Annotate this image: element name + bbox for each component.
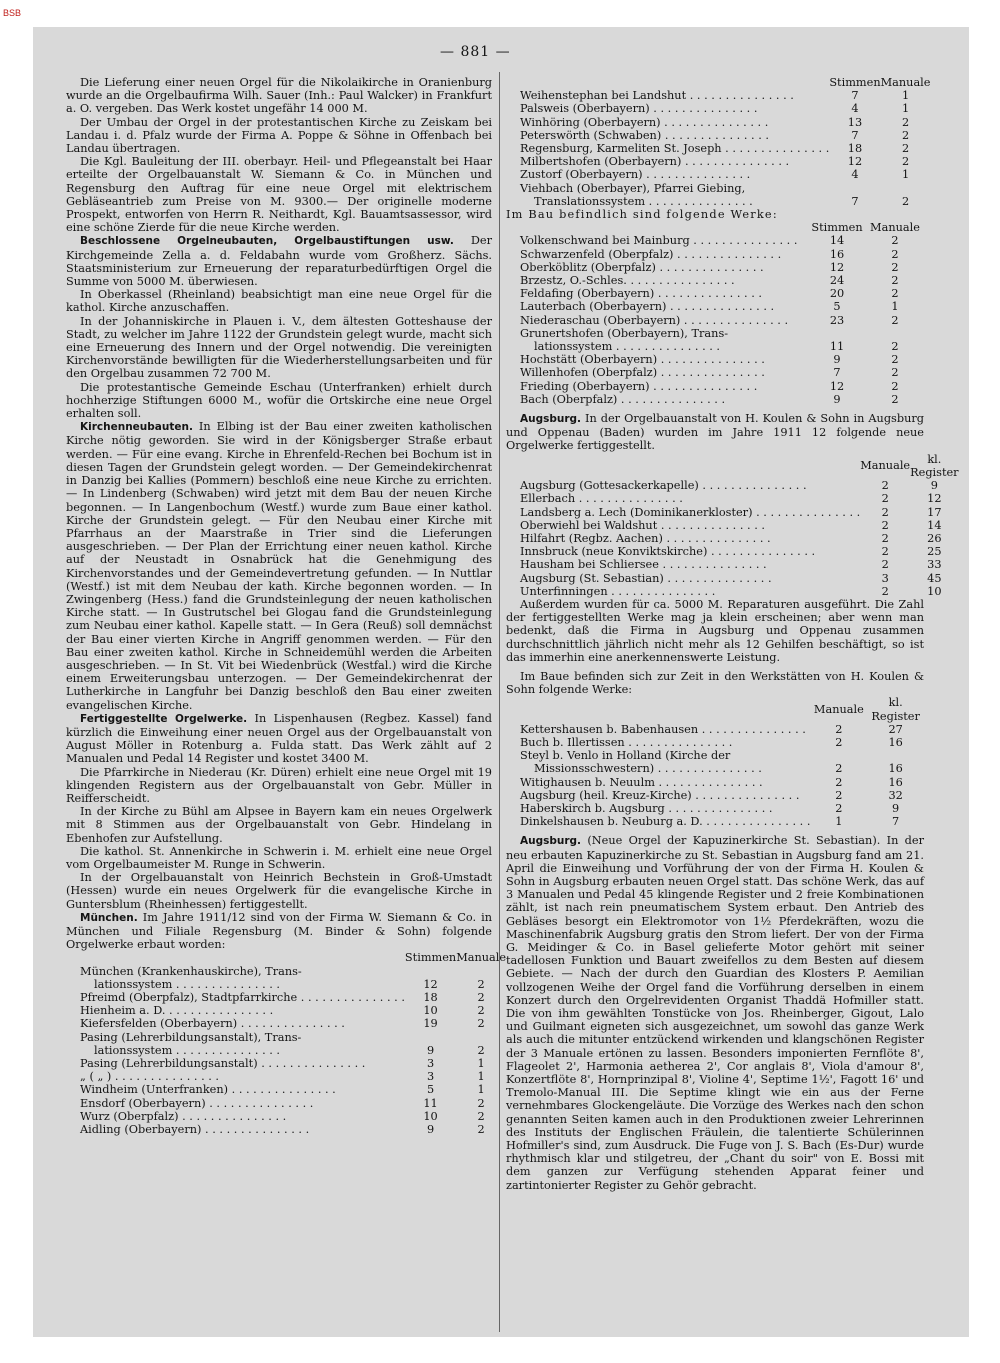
value-col-2: 2 (891, 287, 899, 301)
column-header: Manuale (870, 221, 920, 235)
section-heading: Kirchenneubauten. (80, 421, 193, 434)
value-col-2: 2 (891, 247, 899, 261)
value-col-1: 2 (835, 775, 843, 789)
value-col-2: 2 (901, 155, 910, 169)
table-row (506, 261, 924, 274)
value-col-2: 25 (927, 545, 942, 559)
value-col-1 (808, 327, 866, 340)
organ-location: Pasing (Lehrerbildungsanstalt), Trans- (80, 1030, 302, 1044)
value-col-2: 10 (927, 584, 942, 598)
table-row (506, 287, 924, 300)
value-col-2: 16 (888, 775, 903, 789)
organ-table-im-bau (506, 221, 924, 406)
table-row (66, 991, 506, 1004)
organ-table-koulen-im-bau (506, 696, 924, 828)
column-header: Stimmen (404, 951, 457, 965)
value-col-1 (405, 1031, 456, 1044)
table-row (66, 965, 506, 978)
column-header: Manuale (456, 951, 507, 965)
organ-location: Peterswörth (Schwaben) . . . (506, 129, 829, 142)
table-row (506, 248, 924, 261)
table-row (506, 393, 924, 406)
paragraph-eschau: Die protestantische Gemeinde Eschau (Unterfranken) erhielt durch hochherzige Stiftungen 6000 M., wofür die Ortskirche eine neue Orgel erhalten soll. (66, 380, 492, 421)
organ-location: Ensdorf (Oberbayern) . . . (66, 1097, 405, 1110)
value-col-2: 9 (930, 479, 938, 493)
organ-location: Regensburg, Karmeliten St. Joseph . . . (506, 142, 829, 155)
table-header (506, 221, 924, 234)
value-col-2: 17 (927, 505, 942, 519)
organ-location: Buch b. Illertissen . . . (506, 736, 810, 749)
value-col-1: 12 (847, 155, 863, 169)
table-row (506, 492, 959, 505)
value-col-2 (867, 749, 924, 762)
organ-location: Augsburg (St. Sebastian) . . . (506, 572, 860, 585)
value-col-2 (456, 965, 506, 978)
table-row (506, 736, 924, 749)
table-row (66, 1123, 506, 1136)
table-row (66, 1070, 506, 1083)
paragraph-schwerin: Die kathol. St. Annenkirche in Schwerin i. M. erhielt eine neue Orgel vom Orgelbaumeister M. Runge in Schwerin. (66, 844, 492, 871)
paragraph-plauen: In der Johanniskirche in Plauen i. V., dem ältesten Gotteshause der Stadt, zu welcher im Jahre 1122 der Grundstein gelegt wurde, macht sich eine Erneuerung des Innern und der Orgel notwendig. Die vereinigten Kirchenvorstände bewilligten für die Wiederherstellungsarbeiten und für den Orgelbau zusammen 72 700 M. (66, 314, 492, 381)
value-col-1: 10 (423, 1109, 438, 1123)
value-col-1: 2 (881, 479, 889, 493)
paragraph-zeiskam: Der Umbau der Orgel in der protestantischen Kirche zu Zeiskam bei Landau i. d. Pfalz wurde der Firma A. Poppe & Söhne in Offenbach bei Landau übertragen. (66, 115, 492, 156)
value-col-1: 18 (847, 142, 863, 156)
organ-location: Ellerbach . . . (506, 492, 860, 505)
value-col-1: 2 (881, 518, 889, 532)
value-col-1: 3 (881, 571, 889, 585)
value-col-1: 11 (829, 340, 845, 354)
value-col-1: 13 (847, 115, 863, 129)
value-col-2: 2 (891, 366, 899, 380)
value-col-1 (810, 749, 867, 762)
organ-location: Missionsschwestern) . . . (506, 762, 810, 775)
table-row (506, 89, 930, 102)
value-col-2: 1 (477, 1083, 485, 1097)
value-col-2: 2 (891, 274, 899, 288)
organ-location: Frieding (Oberbayern) . . . (506, 380, 808, 393)
value-col-2 (866, 327, 924, 340)
value-col-2: 32 (888, 788, 903, 802)
table-row (506, 802, 924, 815)
organ-location: „ ( „ ) . . . (66, 1070, 405, 1083)
table-row (506, 327, 924, 340)
table-header (506, 453, 959, 479)
value-col-2 (881, 182, 931, 195)
column-header: kl. Register (871, 696, 920, 723)
section-heading: Beschlossene Orgelneubauten, Orgelbaustiftungen usw. (80, 235, 454, 248)
paragraph-haar: Die Kgl. Bauleitung der III. oberbayr. Heil- und Pflegeanstalt bei Haar erteilte der Orgelbauanstalt W. Siemann & Co. in München und Regensburg den Auftrag für eine neue Orgel mit elektrischem Gebläseantrieb zum Preise von M. 9300.— Der originelle moderne Prospekt, entworfen von Herrn R. Neithardt, Kgl. Bauamtsassessor, wird eine schöne Zierde für die neue Kirche werden. (66, 155, 492, 235)
organ-location: Weihenstephan bei Landshut . . . (506, 89, 829, 102)
section-heading: Fertiggestellte Orgelwerke. (80, 712, 248, 725)
table-row (506, 116, 930, 129)
value-col-2: 2 (891, 353, 899, 367)
organ-location: Grunertshofen (Oberbayern), Trans- (520, 326, 729, 340)
table-row (506, 340, 924, 353)
section-heading: Augsburg. (520, 835, 582, 848)
im-bau-intro: Im Bau befindlich sind folgende Werke: (506, 208, 778, 222)
organ-location: Hienheim a. D. . . . (66, 1004, 405, 1017)
table-row (66, 1031, 506, 1044)
table-row (66, 1110, 506, 1123)
column-header: Manuale (813, 702, 864, 716)
organ-location: Milbertshofen (Oberbayern) . . . (506, 155, 829, 168)
organ-location: Witighausen b. Neuulm . . . (506, 776, 810, 789)
value-col-2: 2 (477, 1004, 485, 1018)
value-col-2: 2 (477, 1123, 485, 1137)
section-heading: München. (80, 911, 138, 924)
value-col-1: 9 (833, 353, 841, 367)
paragraph-text: In Elbing ist der Bau einer zweiten katholischen Kirche nötig geworden. Sie wird in der Königsberger Straße erbaut werden. — Für eine evang. Kirche in Ehrenfeld-Rechen bei Bochum ist in diesen Tagen der Grundstein gelegt worden. — Der Gemeindekirchenrat in Danzig bei Kallies (Pommern) beschloß eine neue Kirche zu errichten. — In Lindenberg (Schwaben) wird jetzt mit dem Bau der neuen Kirche begonnen. — In Langenbochum (Westf.) wurde zum Baue einer kathol. Kirche der Grundstein gelegt. — Für den Neubau einer Kirche mit Pfarrhaus an der Maarstraße in Trier sind die Lieferungen ausgeschrieben. — Der Plan der Errichtung einer neuen kathol. Kirche auf der Neustadt in Osnabrück hat die Genehmigung des Kirchenvorstandes und der Gemeindevertretung gefunden. — In Nuttlar (Westf.) ist mit dem Neubau der kath. Kirche begonnen worden. — In Zwingenberg (Hess.) fand die Grundsteinlegung der neuen katholischen Kirche statt. — In Gustrutschel bei Glogau fand die Grundsteinlegung zum Neubau einer kathol. Kapelle statt. — In Gera (Reuß) soll demnächst der Bau einer vierten Kirche in Angriff genommen werden. — Für den Bau einer zweiten kathol. Kirche in Schneidemühl werden die Arbeiten ausgeschrieben. — In St. Vit bei Wiedenbrück (Westfal.) wird die Kirche einem Erweiterungsbau unterzogen. — Der Gemeindekirchenrat der Lutherkirche in Langfuhr bei Danzig beschloß den Bau einer zweiten evangelischen Kirche. (66, 420, 492, 712)
paragraph-orgelneubauten (66, 234, 492, 288)
column-header: kl. Register (910, 452, 959, 479)
paragraph-text: Der Kirchgemeinde Zella a. d. Feldabahn wurde vom Großherz. Sächs. Staatsministerium zur Erneuerung der reparaturbedürftigen Orgel die Summe von 5000 M. überwiesen. (66, 234, 493, 289)
organ-location: Pfreimd (Oberpfalz), Stadtpfarrkirche . . . (66, 991, 405, 1004)
value-col-1: 12 (829, 379, 845, 393)
table-row (506, 723, 924, 736)
paragraph-im-baue: Im Baue befinden sich zur Zeit in den Werkstätten von H. Koulen & Sohn folgende Werke: (506, 669, 924, 697)
table-row (506, 572, 959, 585)
value-col-2: 16 (888, 735, 903, 749)
paragraph-text: In Lispenhausen (Regbez. Kassel) fand kürzlich die Einweihung einer neuen Orgel aus der Orgelbauanstalt von August Möller in Rotenburg a. Fulda statt. Das Werk zählt auf 2 Manualen und Pedal 14 Register und kostet 3400 M. (66, 711, 492, 766)
value-col-1: 4 (851, 168, 859, 182)
organ-location: Willenhofen (Oberpfalz) . . . (506, 366, 808, 379)
table-row (506, 142, 930, 155)
table-row (506, 195, 930, 208)
value-col-1: 20 (829, 287, 845, 301)
value-col-1: 2 (835, 722, 843, 736)
organ-location: Zustorf (Oberbayern) . . . (506, 168, 829, 181)
organ-location: Niederaschau (Oberbayern) . . . (506, 314, 808, 327)
value-col-1: 2 (881, 545, 889, 559)
paragraph-bechstein: In der Orgelbauanstalt von Heinrich Bechstein in Groß-Umstadt (Hessen) wurde ein neues Orgelwerk für die evangelische Kirche in Guntersblum (Rheinhessen) fertiggestellt. (66, 871, 492, 911)
organ-table-koulen-fertig (506, 453, 959, 598)
table-row (506, 532, 959, 545)
table-row (506, 479, 959, 492)
paragraph-buehl: In der Kirche zu Bühl am Alpsee in Bayern kam ein neues Orgelwerk mit 8 Stimmen aus der Orgelbauanstalt von Gebr. Hindelang in Ebenhofen zur Aufstellung. (66, 805, 492, 845)
value-col-2: 2 (901, 142, 910, 156)
organ-location: Translationssystem . . . (506, 195, 829, 208)
value-col-2: 2 (477, 977, 485, 991)
value-col-1: 14 (829, 234, 845, 248)
paragraph-text: Im Jahre 1911/12 sind von der Firma W. Siemann & Co. in München und Filiale Regensburg (M. Binder & Sohn) folgende Orgelwerke erbaut worden: (66, 910, 492, 952)
value-col-1: 3 (426, 1057, 435, 1071)
value-col-1: 2 (835, 801, 843, 815)
value-col-2: 16 (888, 762, 903, 776)
table-row (506, 585, 959, 598)
table-row (506, 545, 959, 558)
table-row (66, 1017, 506, 1030)
table-row (506, 776, 924, 789)
value-col-1: 11 (423, 1096, 438, 1110)
organ-location: Steyl b. Venlo in Holland (Kirche der (520, 749, 731, 763)
value-col-1: 2 (835, 788, 843, 802)
paragraph-kapuzinerkirche (506, 834, 924, 1191)
organ-location: Viehbach (Oberbayer), Pfarrei Giebing, (520, 181, 746, 195)
value-col-1: 24 (829, 274, 845, 288)
value-col-2 (456, 1031, 506, 1044)
page-number: — 881 — (440, 44, 511, 60)
organ-location: Oberwiehl bei Waldshut . . . (506, 519, 860, 532)
table-row (506, 274, 924, 287)
value-col-2: 2 (477, 1109, 485, 1123)
value-col-2: 1 (901, 102, 910, 116)
value-col-1: 3 (426, 1070, 435, 1084)
value-col-1: 1 (835, 815, 843, 829)
table-row (506, 762, 924, 775)
organ-location: Winhöring (Oberbayern) . . . (506, 116, 829, 129)
table-row (66, 1083, 506, 1096)
paragraph-niederau: Die Pfarrkirche in Niederau (Kr. Düren) erhielt eine neue Orgel mit 19 klingenden Registern aus der Orgelbauanstalt von Gebr. Müller in Reifferscheidt. (66, 765, 492, 805)
organ-location: Unterfinningen . . . (506, 585, 860, 598)
table-row (506, 380, 924, 393)
organ-location: Augsburg (heil. Kreuz-Kirche) . . . (506, 789, 810, 802)
table-row (506, 300, 924, 313)
value-col-1: 4 (851, 102, 859, 116)
value-col-1: 10 (423, 1004, 438, 1018)
paragraph-text: (Neue Orgel der Kapuzinerkirche St. Sebastian). In der neu erbauten Kapuzinerkirche zu St. Sebastian in Augsburg fand am 21. April die Einweihung und Vorführung der von der Firma H. Koulen & Sohn in Augsburg erbauten neuen Orgel statt. Das schöne Werk, das auf 3 Manualen und Pedal 45 klingende Register und 2 freie Kombinationen zählt, ist nach rein pneumatischem System erbaut. Den Antrieb des Gebläses besorgt ein Elektromotor von 1½ Pferdekräften, wozu die Maschinenfabrik Augsburg gratis den Strom liefert. Der von der Firma G. Meidinger & Co. in Basel gelieferte Motor gehört mit seiner tadellosen Funktion und Bauart zweifellos zu dem Besten auf diesem Gebiete. — Nach der durch den Guardian des Klosters P. Aemilian vollzogenen Weihe der Orgel fand die Vorführung derselben in einem Konzert durch den Orgelrevidenten Organist Thaddä Hofmiller statt. Die von ihm gewählten Tonstücke von Jos. Rheinberger, Gigout, Lalo und Guilmant eigneten sich ausgezeichnet, um sowohl das ganze Werk als auch die mitunter entzückend wirkenden und klangschönen Register der 3 Manuale ertönen zu lassen. Besonders imponierten Fernflöte 8', Flageolet 2', Harmonia aetherea 2', Cor anglais 8', Viola d'amour 8', Konzertflöte 8', Hornprinzipal 8', Violine 4', Septime 1½', Fagott 16' und Tremolo-Manual III. Die Septime klingt wie ein aus der Ferne vernehmbares Glockengeläute. Die Vorzüge des Werkes nach den schon genannten Seiten kamen auch in den Produktionen zweier Lehrerinnen des Instituts der Englischen Fräulein, die talentierte Schülerinnen Hofmiller's sind, zum Ausdruck. Die Fuge von J. S. Bach (Es-Dur) wurde rhythmisch klar und stilgetreu, der „Chant du soir" von E. Bossi mit dem ganzen zur Verfügung stehenden Apparat feiner und zartintonierter Register zu Gehör gebracht. (506, 834, 924, 1192)
organ-location: Schwarzenfeld (Oberpfalz) . . . (506, 248, 808, 261)
organ-table-siemann (66, 951, 506, 1136)
value-col-1: 5 (426, 1083, 435, 1097)
organ-location: lationssystem . . . (506, 340, 808, 353)
organ-location: Kiefersfelden (Oberbayern) . . . (66, 1017, 405, 1030)
value-col-1: 18 (423, 991, 438, 1005)
value-col-2: 2 (891, 379, 899, 393)
value-col-1: 7 (833, 366, 841, 380)
value-col-2: 27 (888, 722, 903, 736)
organ-location: Kettershausen b. Babenhausen . . . (506, 723, 810, 736)
organ-location: Augsburg (Gottesackerkapelle) . . . (506, 479, 860, 492)
table-row (506, 506, 959, 519)
value-col-1 (405, 965, 456, 978)
table-row (506, 366, 924, 379)
table-row (506, 102, 930, 115)
value-col-2: 33 (927, 558, 942, 572)
value-col-2: 1 (901, 168, 910, 182)
column-divider (499, 72, 500, 1332)
column-header: Stimmen (829, 76, 881, 89)
value-col-1: 7 (851, 89, 859, 103)
organ-location: Dinkelshausen b. Neuburg a. D. . . . (506, 815, 810, 828)
organ-location: Landsberg a. Lech (Dominikanerkloster) . . . (506, 506, 860, 519)
organ-location: Hochstätt (Oberbayern) . . . (506, 353, 808, 366)
value-col-1 (829, 182, 880, 195)
table-row (66, 1057, 506, 1070)
value-col-1: 9 (426, 1043, 435, 1057)
value-col-2: 1 (477, 1057, 485, 1071)
organ-location: Pasing (Lehrerbildungsanstalt) . . . (66, 1057, 405, 1070)
right-column (506, 76, 959, 1192)
value-col-2: 2 (477, 1043, 485, 1057)
organ-location: Lauterbach (Oberbayern) . . . (506, 300, 808, 313)
table-row (66, 1004, 506, 1017)
column-header: Manuale (880, 76, 931, 89)
organ-location: Windheim (Unterfranken) . . . (66, 1083, 405, 1096)
value-col-2: 2 (477, 1096, 485, 1110)
value-col-2: 2 (901, 128, 910, 142)
paragraph-augsburg-koulen (506, 412, 924, 453)
value-col-1: 2 (835, 735, 843, 749)
value-col-1: 9 (426, 1123, 435, 1137)
table-row (66, 1044, 506, 1057)
value-col-2: 1 (891, 300, 899, 314)
paragraph-muenchen (66, 911, 492, 952)
value-col-2: 2 (901, 115, 910, 129)
value-col-1: 5 (833, 300, 841, 314)
table-row (506, 749, 924, 762)
table-row (506, 234, 924, 247)
organ-location: Haberskirch b. Augsburg . . . (506, 802, 810, 815)
table-header (66, 951, 506, 964)
value-col-2: 2 (477, 1017, 485, 1031)
paragraph-oranienburg: Die Lieferung einer neuen Orgel für die Nikolaikirche in Oranienburg wurde an die Orgelbaufirma Wilh. Sauer (Inh.: Paul Walcker) in Frankfurt a. O. vergeben. Das Werk kostet ungefähr 14 000 M. (66, 76, 492, 116)
paragraph-kirchenneubauten (66, 420, 492, 711)
value-col-1: 7 (851, 128, 859, 142)
value-col-2: 1 (901, 89, 910, 103)
table-row (506, 353, 924, 366)
value-col-1: 2 (881, 505, 889, 519)
value-col-1: 2 (881, 584, 889, 598)
table-row (506, 182, 930, 195)
organ-location: Wurz (Oberpfalz) . . . (66, 1110, 405, 1123)
organ-location: Innsbruck (neue Konviktskirche) . . . (506, 545, 860, 558)
organ-location: Oberköblitz (Oberpfalz) . . . (506, 261, 808, 274)
value-col-1: 9 (833, 392, 841, 406)
organ-location: Feldafing (Oberbayern) . . . (506, 287, 808, 300)
value-col-2: 2 (891, 260, 899, 274)
paragraph-oberkassel: In Oberkassel (Rheinland) beabsichtigt man eine neue Orgel für die kathol. Kirche anzuschaffen. (66, 288, 492, 315)
value-col-2: 45 (927, 571, 942, 585)
value-col-1: 2 (881, 492, 889, 506)
value-col-1: 7 (851, 194, 859, 208)
column-header: Manuale (860, 459, 911, 473)
value-col-2: 9 (892, 801, 900, 815)
value-col-2: 1 (477, 1070, 485, 1084)
value-col-2: 26 (927, 531, 942, 545)
value-col-2: 14 (927, 518, 942, 532)
value-col-2: 2 (891, 340, 899, 354)
table-header (506, 696, 924, 722)
table-row (506, 314, 924, 327)
section-heading: Augsburg. (520, 413, 582, 426)
column-header: Stimmen (811, 221, 863, 235)
organ-location: Palsweis (Oberbayern) . . . (506, 102, 829, 115)
paragraph-ausserdem: Außerdem wurden für ca. 5000 M. Reparaturen ausgeführt. Die Zahl der fertiggestellten Werke mag ja klein erscheinen; aber wenn man bedenkt, daß die Firma in Augsburg und Oppenau zusammen durchschnittlich jährlich nicht mehr als 12 Gehilfen beschäftigt, so ist das immerhin eine anerkennenswerte Leistung. (506, 597, 924, 664)
value-col-2: 2 (891, 234, 899, 248)
value-col-1: 23 (829, 313, 845, 327)
table-row (506, 558, 959, 571)
left-column (66, 76, 507, 1137)
value-col-2: 2 (477, 991, 485, 1005)
organ-location: München (Krankenhauskirche), Trans- (80, 964, 302, 978)
value-col-1: 2 (881, 531, 889, 545)
table-row (66, 978, 506, 991)
organ-location: Volkenschwand bei Mainburg . . . (506, 234, 808, 247)
library-stamp: BSB (3, 8, 22, 18)
paragraph-fertiggestellte (66, 712, 492, 766)
value-col-1: 12 (423, 977, 438, 991)
table-row (506, 519, 959, 532)
organ-location: Bach (Oberpfalz) . . . (506, 393, 808, 406)
value-col-1: 19 (423, 1017, 438, 1031)
value-col-1: 16 (829, 247, 845, 261)
paragraph-text: In der Orgelbauanstalt von H. Koulen & Sohn in Augsburg und Oppenau (Baden) wurden im Jahre 1911 12 folgende neue Orgelwerke fertiggestellt. (506, 412, 924, 453)
organ-location: lationssystem . . . (66, 978, 405, 991)
value-col-1: 2 (881, 558, 889, 572)
value-col-1: 12 (829, 260, 845, 274)
organ-location: Hausham bei Schliersee . . . (506, 558, 860, 571)
value-col-2: 2 (901, 194, 910, 208)
value-col-1: 2 (835, 762, 843, 776)
value-col-2: 7 (892, 815, 900, 829)
table-row (506, 129, 930, 142)
organ-location: lationssystem . . . (66, 1044, 405, 1057)
table-header (506, 76, 930, 89)
organ-table-siemann-cont (506, 76, 930, 208)
table-row (506, 168, 930, 181)
organ-location: Hilfahrt (Regbz. Aachen) . . . (506, 532, 860, 545)
organ-location: Brzestz, O.-Schles. . . . (506, 274, 808, 287)
table-row (66, 1097, 506, 1110)
organ-location: Aidling (Oberbayern) . . . (66, 1123, 405, 1136)
table-row (506, 815, 924, 828)
value-col-2: 2 (891, 392, 899, 406)
value-col-2: 2 (891, 313, 899, 327)
value-col-2: 12 (927, 492, 942, 506)
table-row (506, 789, 924, 802)
table-row (506, 155, 930, 168)
